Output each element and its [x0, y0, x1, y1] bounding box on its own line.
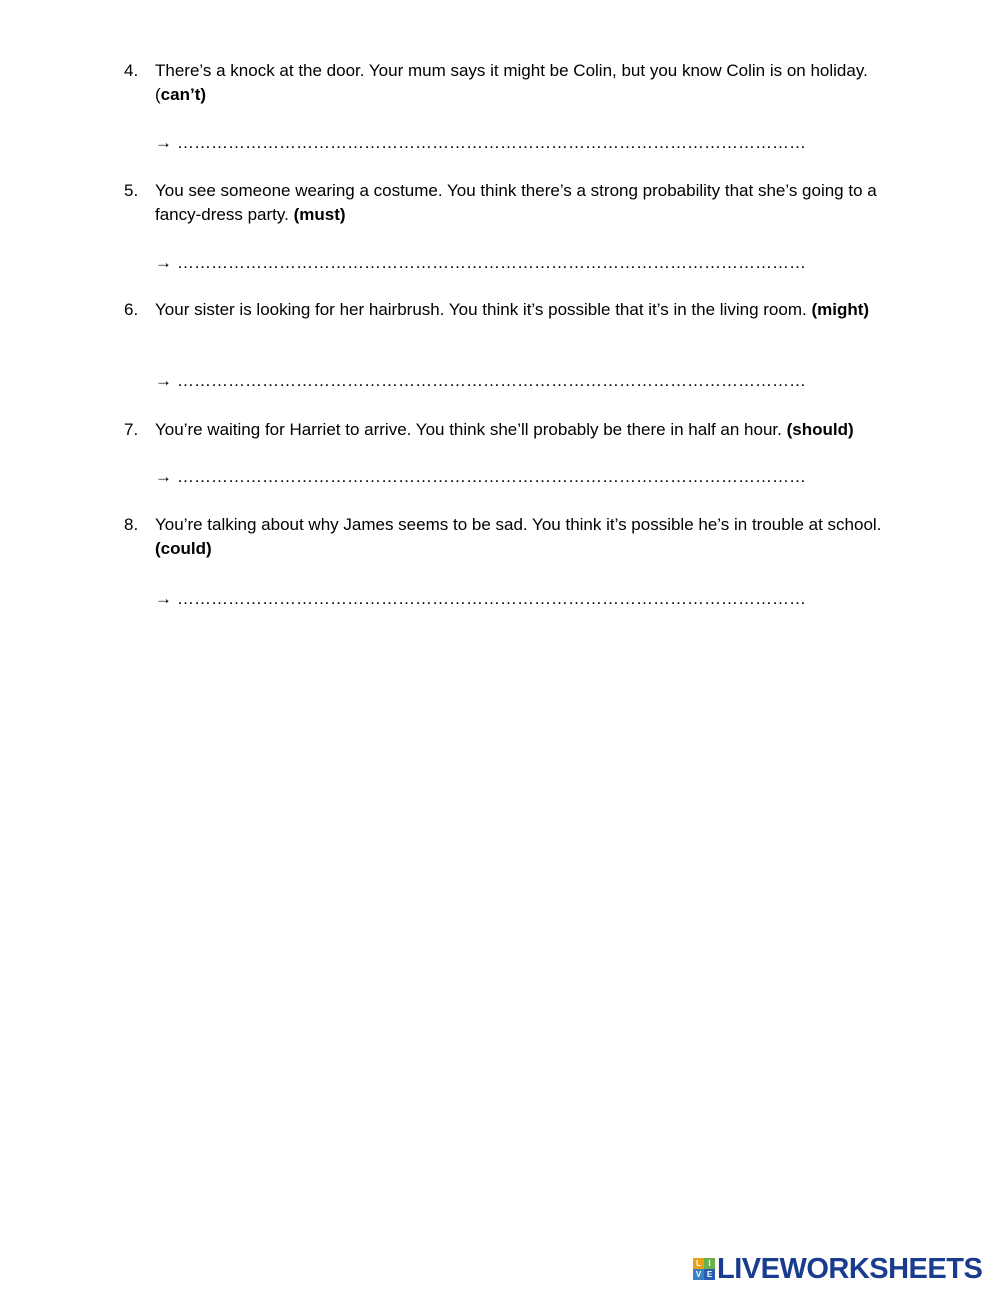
question-text: [155, 179, 915, 227]
question-text: [155, 298, 915, 322]
logo-icon-letter: V: [693, 1269, 704, 1280]
answer-line-4[interactable]: [155, 131, 806, 155]
arrow-icon: →: [155, 253, 172, 272]
answer-line-7[interactable]: [155, 465, 806, 489]
question-text: [155, 59, 915, 107]
logo-icon-letter: E: [704, 1269, 715, 1280]
answer-blank[interactable]: …………………………………………………………………………………………………: [177, 589, 806, 608]
arrow-icon: →: [155, 467, 172, 486]
liveworksheets-logo-text: LIVEWORKSHEETS: [717, 1253, 983, 1285]
question-prompt: You’re waiting for Harriet to arrive. You think she’ll probably be there in half an hour.: [155, 420, 787, 439]
logo-icon-letter: L: [693, 1258, 704, 1269]
arrow-icon: →: [155, 371, 172, 390]
logo-icon-letter: I: [704, 1258, 715, 1269]
question-prompt: Your sister is looking for her hairbrush. You think it’s possible that it’s in the living room.: [155, 300, 812, 319]
question-number: 6.: [124, 300, 139, 319]
arrow-icon: →: [155, 133, 172, 152]
question-number: 7.: [124, 420, 139, 439]
answer-line-5[interactable]: [155, 251, 806, 275]
modal-verb-hint: (could): [155, 539, 212, 558]
answer-blank[interactable]: …………………………………………………………………………………………………: [177, 133, 806, 152]
question-prompt: You see someone wearing a costume. You think there’s a strong probability that she’s going to a fancy-dress party.: [155, 181, 877, 224]
question-number: 8.: [124, 515, 139, 534]
answer-blank[interactable]: …………………………………………………………………………………………………: [177, 467, 806, 486]
modal-verb-hint: can’t): [160, 85, 207, 104]
arrow-icon: →: [155, 589, 172, 608]
liveworksheets-logo-icon: [693, 1258, 715, 1280]
answer-line-8[interactable]: [155, 587, 806, 611]
modal-verb-hint: (might): [811, 300, 870, 319]
question-prompt: There’s a knock at the door. Your mum says it might be Colin, but you know Colin is on holiday. (: [155, 61, 868, 104]
answer-blank[interactable]: …………………………………………………………………………………………………: [177, 371, 806, 390]
answer-blank[interactable]: …………………………………………………………………………………………………: [177, 253, 806, 272]
question-text: [155, 513, 915, 561]
question-number: 4.: [124, 61, 139, 80]
modal-verb-hint: (must): [293, 205, 346, 224]
liveworksheets-logo: [693, 1254, 982, 1284]
answer-line-6[interactable]: [155, 369, 806, 393]
question-text: [155, 418, 915, 442]
question-prompt: You’re talking about why James seems to be sad. You think it’s possible he’s in trouble at school.: [155, 515, 882, 534]
question-number: 5.: [124, 181, 139, 200]
modal-verb-hint: (should): [786, 420, 854, 439]
